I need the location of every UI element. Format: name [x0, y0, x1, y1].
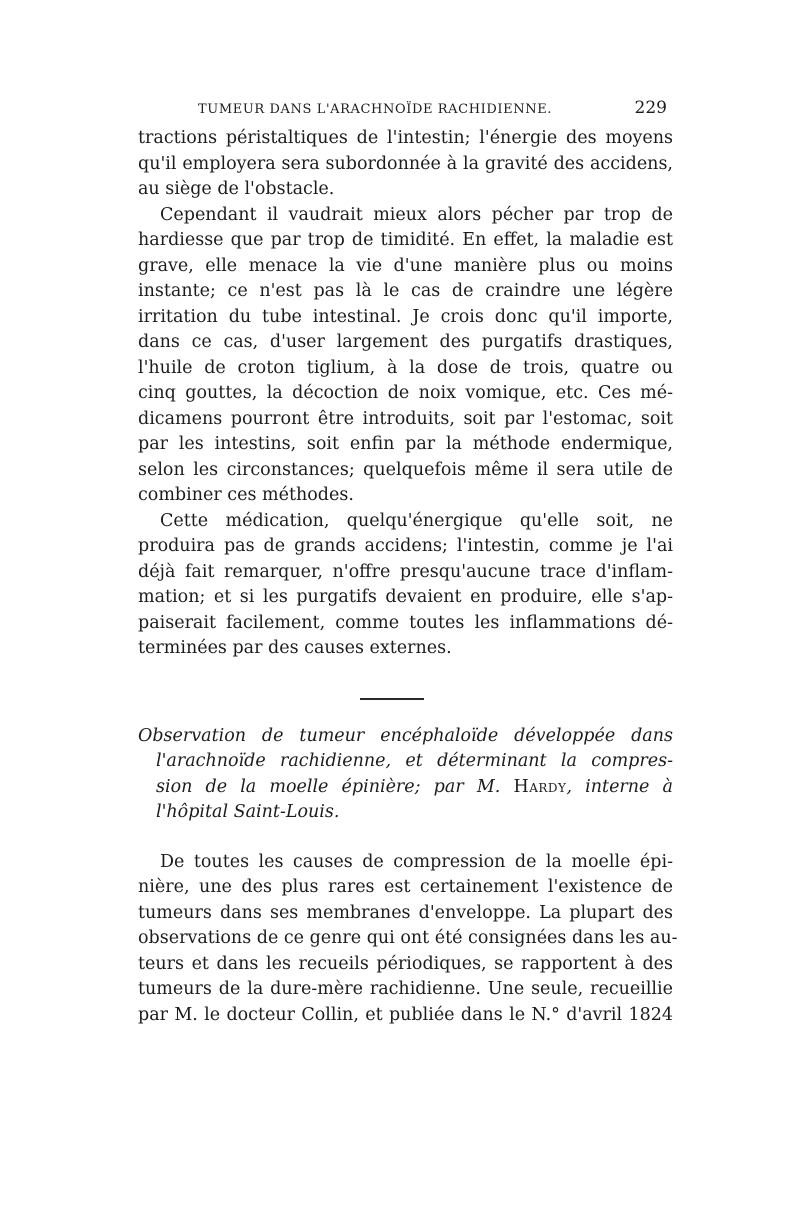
text-line: déjà fait remarquer, n'offre presqu'aucune trace d'inflam-	[138, 561, 673, 582]
running-title: TUMEUR DANS L'ARACHNOÏDE RACHIDIENNE.	[198, 102, 553, 117]
text-line: Cependant il vaudrait mieux alors pécher par trop de	[160, 204, 673, 225]
paragraph-2	[138, 203, 673, 509]
text-line: terminées par des causes externes.	[138, 638, 452, 658]
section-divider	[360, 698, 424, 700]
text-line: au siège de l'obstacle.	[138, 179, 335, 199]
text-line: tractions péristaltiques de l'intestin; l'énergie des moyens	[138, 128, 673, 148]
title-line: l'arachnoïde rachidienne, et déterminant la compres-	[156, 751, 673, 771]
title-line: Observation de tumeur encéphaloïde développée dans	[138, 725, 673, 746]
text-line: tumeurs de la dure-mère rachidienne. Une seule, recueillie	[138, 979, 673, 999]
book-page	[138, 96, 678, 1028]
paragraph-3	[138, 509, 673, 662]
text-line: cinq gouttes, la décoction de noix vomique, etc. Ces mé-	[138, 383, 673, 403]
text-line: Cette médication, quelqu'énergique qu'elle soit, ne	[160, 510, 673, 531]
text-line: dans ce cas, d'user largement des purgatifs drastiques,	[138, 332, 673, 352]
text-line: par M. le docteur Collin, et publiée dans le N.° d'avril 1824	[138, 1004, 673, 1025]
text-line: grave, elle menace la vie d'une manière plus ou moins	[138, 255, 673, 276]
text-line: observations de ce genre qui ont été consignées dans les au-	[138, 928, 678, 948]
text-line: De toutes les causes de compression de la moelle épi-	[160, 851, 673, 872]
paragraph-1	[138, 126, 673, 203]
text-line: tumeurs dans ses membranes d'enveloppe. La plupart des	[138, 902, 673, 923]
text-line: teurs et dans les recueils périodiques, se rapportent à des	[138, 953, 673, 974]
text-line: qu'il employera sera subordonnée à la gravité des accidens,	[138, 153, 673, 174]
text-line: l'huile de croton tiglium, à la dose de trois, quatre ou	[138, 357, 673, 378]
title-line: l'hôpital Saint-Louis.	[156, 802, 340, 822]
text-line: par les intestins, soit enfin par la méthode endermique,	[138, 434, 673, 454]
text-line: selon les circonstances; quelquefois même il sera utile de	[138, 459, 673, 480]
title-fragment: , interne à	[566, 776, 673, 797]
paragraph-4	[138, 850, 678, 1029]
text-line: mation; et si les purgatifs devaient en produire, elle s'ap-	[138, 587, 673, 607]
text-line: irritation du tube intestinal. Je crois donc qu'il importe,	[138, 306, 673, 327]
running-head	[138, 96, 673, 126]
text-line: instante; ce n'est pas là le cas de craindre une légère	[138, 281, 673, 301]
text-line: hardiesse que par trop de timidité. En effet, la maladie est	[138, 230, 673, 250]
text-line: produira pas de grands accidens; l'intestin, comme je l'ai	[138, 536, 673, 556]
title-fragment: sion de la moelle épinière; par M.	[156, 776, 501, 797]
text-line: paiserait facilement, comme toutes les inflammations dé-	[138, 612, 673, 633]
text-line: nière, une des plus rares est certainement l'existence de	[138, 877, 673, 897]
text-line: combiner ces méthodes.	[138, 485, 354, 505]
text-line: dicamens pourront être introduits, soit par l'estomac, soit	[138, 408, 673, 429]
author-name: Hardy	[513, 776, 567, 797]
title-line	[138, 775, 673, 801]
observation-title	[138, 724, 673, 826]
page-number: 229	[634, 98, 667, 118]
